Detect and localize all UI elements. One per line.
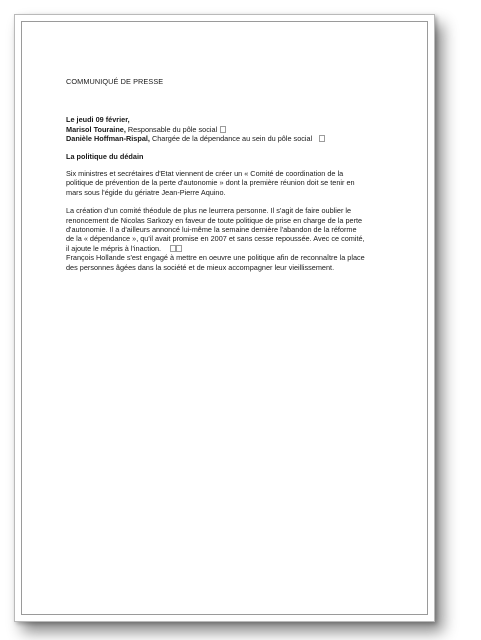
document-header: COMMUNIQUÉ DE PRESSE [66,77,164,86]
document-page [14,14,435,622]
date-line [66,115,366,124]
paragraph-2-text: La création d'un comité théodule de plus ne leurrera personne. Il s'agit de faire oublier le renoncement de Nicolas Sarkozy en faveur de toute politique de prise en charge de la perte d'autonomie. Il a d'ailleurs annoncé lui-même la semaine dernière l'abandon de la réforme de la « dépendance », qu'il avait promise en 2007 et sans cesse repoussée. Avec ce comité, il ajoute le mépris à l'inaction. [66,206,365,253]
paragraph-2 [66,206,366,253]
placeholder-box-icon [176,245,182,252]
date-text: Le jeudi 09 février, [66,115,130,125]
section-title: La politique du dédain [66,151,144,161]
author-1-role: Responsable du pôle social [127,124,218,134]
paragraph-3: François Hollande s'est engagé à mettre en oeuvre une politique afin de reconnaître la place des personnes âgées dans la société et de mieux accompagner leur vieillissement. [66,253,365,272]
press-release-body [66,77,366,272]
placeholder-box-icon [220,126,226,133]
author-2-name: Danièle Hoffman-Rispal, [66,134,150,144]
author-1-name: Marisol Touraine, [66,124,126,134]
author-2-role: Chargée de la dépendance au sein du pôle social [151,134,313,144]
author-line-1 [66,125,366,134]
metadata-block [66,115,366,143]
author-line-2 [66,134,366,143]
paragraph-1: Six ministres et secrétaires d'Etat viennent de créer un « Comité de coordination de la politique de prévention de la perte d'autonomie » dont la première réunion doit se tenir en mars sous l'égide du gériatre Jean-Pierre Aquino. [66,169,355,197]
placeholder-box-icon [319,135,325,142]
